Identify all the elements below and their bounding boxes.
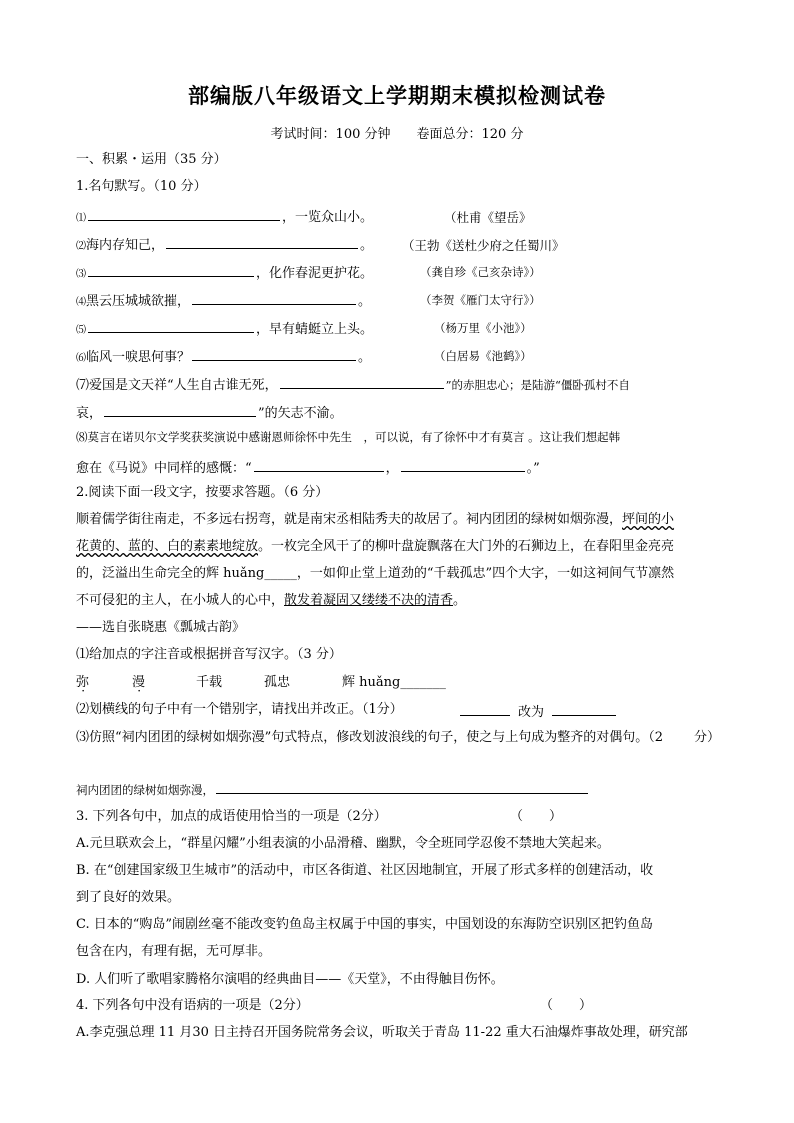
page-title: 部编版八年级语文上学期期末模拟检测试卷 — [188, 83, 606, 108]
q3-heading: 3. 下列各句中，加点的成语使用恰当的一项是（2分） — [76, 809, 387, 824]
q1-item-1 — [76, 208, 373, 224]
answer-blank[interactable] — [88, 264, 254, 277]
answer-blank[interactable] — [401, 459, 525, 472]
q2-sub2-answer — [458, 703, 618, 719]
wavy-text: 坪间的小 — [622, 512, 675, 527]
char-text: 辉 huǎng_______ — [342, 675, 446, 690]
answer-blank[interactable] — [460, 703, 510, 716]
q2-sub3-answer — [76, 781, 590, 797]
q2-heading: 2.阅读下面一段文字，按要求答题。（6 分） — [76, 485, 329, 500]
char-4 — [264, 676, 290, 689]
item-number: ⑵ — [76, 241, 86, 252]
q2-para-line: 的，泛溢出生命完全的辉 huǎng_____，一如仰止堂上道劲的“千载孤忠”四个大字，一如这祠间气节凛然 — [76, 566, 675, 581]
item-number: ⑴ — [76, 213, 86, 224]
q1-item-8: ⑻莫言在诺贝尔文学奖获奖演说中感谢恩师徐怀中先生 ，可以说，有了徐怀中才有莫言 。这让我们想起韩 — [76, 430, 621, 444]
char-1 — [76, 676, 89, 689]
q3-option-b: B. 在“创建国家级卫生城市”的活动中，市区各街道、社区因地制宜，开展了形式多样的创建活动，收 — [76, 863, 654, 878]
q2-para-line — [76, 513, 674, 526]
item-text: ，化作春泥更护花。 — [256, 266, 374, 281]
q3-option-c-cont: 包含在内，有理有据，无可厚非。 — [76, 944, 272, 959]
q2-sub3-score: 分） — [694, 730, 721, 745]
char-5 — [342, 676, 446, 689]
q3-option-a: A.元旦联欢会上，“群星闪耀”小组表演的小品滑稽、幽默，令全班同学忍俊不禁地大笑起来。 — [76, 836, 610, 851]
answer-blank[interactable] — [88, 208, 280, 221]
q1-item-4 — [76, 292, 371, 308]
item-text: ，早有蜻蜓立上头。 — [256, 322, 374, 337]
q2-source: ——选自张晓惠《瓢城古韵》 — [76, 620, 246, 635]
para-text: 不可侵犯的主人，在小城人的心中， — [76, 593, 285, 608]
answer-blank[interactable] — [280, 376, 444, 389]
q4-option-a: A.李克强总理 11 月30 日主持召开国务院常务会议，听取关于青岛 11-22 重大石油爆炸事故处理，研究部 — [76, 1025, 688, 1040]
item-text: 。 — [358, 294, 372, 309]
item-number: ⑸ — [76, 325, 86, 336]
answer-blank[interactable] — [104, 404, 256, 417]
char-text: 孤忠 — [264, 675, 291, 690]
q1-item-2-source: （王勃《送杜少府之任蜀川》 — [402, 238, 565, 253]
q1-item-4-source: （李贺《雁门太守行》） — [420, 293, 541, 307]
para-text: 顺着儒学街往南走，不多远右拐弯，就是南宋丞相陆秀夫的故居了。祠内团团的绿树如烟弥漫， — [76, 512, 623, 527]
answer-blank[interactable] — [88, 320, 254, 333]
para-text: 。一枚完全风干了的柳叶盘旋飘落在大门外的石狮边上，在春阳里金亮亮 — [258, 539, 675, 554]
answer-blank[interactable] — [552, 703, 616, 716]
q1-item-2 — [76, 236, 373, 252]
sub-text: ⑵划横线的句子中有一个错别字，请找出并改正。（1分） — [76, 702, 403, 717]
char-text: 漫 — [132, 675, 146, 690]
q1-item-3 — [76, 264, 373, 280]
section-heading: 一、积累・运用（35 分） — [76, 152, 227, 167]
q3-option-d: D. 人们听了歌唱家腾格尔演唱的经典曲目——《天堂》，不由得触目伤怀。 — [76, 972, 504, 987]
item-text: 。 — [358, 350, 372, 365]
item-text: ”的赤胆忠心；是陆游“僵卧孤村不自 — [445, 378, 630, 392]
item-text: 愈在《马说》中同样的感慨：“ — [76, 461, 252, 476]
char-2 — [132, 676, 145, 689]
char-text: 弥 — [76, 675, 90, 690]
item-number: ⑹ — [76, 353, 86, 364]
answer-blank[interactable] — [254, 459, 384, 472]
q4-heading: 4. 下列各句中没有语病的一项是（2分） — [76, 998, 309, 1013]
item-text-before: 临风一唳思何事？ — [86, 350, 191, 365]
q1-heading: 1.名句默写。（10 分） — [76, 179, 207, 194]
item-text: ⑺爱国是文天祥“人生自古谁无死， — [76, 378, 278, 393]
q3-answer-paren[interactable]: （ ） — [510, 809, 563, 824]
q1-item-7 — [76, 376, 630, 392]
q2-para-line — [76, 594, 466, 607]
q1-item-3-source: （龚自珍《己亥杂诗》） — [420, 265, 541, 279]
underlined-text: 散发着凝固又缕缕不决的清香 — [284, 593, 454, 608]
q1-item-7-cont — [76, 404, 343, 420]
q3-option-b-cont: 到了良好的效果。 — [76, 890, 181, 905]
q1-item-5-source: （杨万里《小池》） — [434, 321, 532, 335]
item-text: ”的矢志不渝。 — [258, 406, 343, 421]
item-text-before: 海内存知己， — [86, 238, 165, 253]
q3-option-c: C. 日本的“购岛”闹剧丝毫不能改变钓鱼岛主权属于中国的事实，中国划设的东海防空识别区把钓鱼岛 — [76, 917, 654, 932]
q1-item-8-cont — [76, 459, 540, 475]
q4-answer-paren[interactable]: （ ） — [540, 998, 593, 1013]
char-text: 千载 — [196, 675, 223, 690]
q1-item-6 — [76, 348, 371, 364]
item-text: ， — [385, 461, 399, 476]
q1-item-5 — [76, 320, 373, 336]
para-text: 。 — [453, 593, 467, 608]
q2-sub1: ⑴给加点的字注音或根据拼音写汉字。（3 分） — [76, 647, 342, 662]
item-text: 哀， — [76, 406, 103, 421]
char-3 — [196, 676, 222, 689]
q2-sub2 — [76, 703, 403, 716]
wavy-text: 花黄的、蓝的、白的素素地绽放 — [76, 539, 259, 554]
answer-blank[interactable] — [216, 781, 588, 794]
q2-sub3: ⑶仿照“祠内团团的绿树如烟弥漫”句式特点，修改划波浪线的句子，使之与上句成为整齐的对偶句。（2 — [76, 730, 664, 745]
sub-text: 祠内团团的绿树如烟弥漫， — [76, 783, 214, 797]
sub-text: 改为 — [518, 705, 545, 720]
exam-info: 考试时间：100 分钟 卷面总分：120 分 — [270, 127, 524, 142]
item-number: ⑶ — [76, 269, 86, 280]
q2-para-line — [76, 540, 674, 553]
item-text-before: 黑云压城城欲摧， — [86, 294, 191, 309]
item-text: 。 — [360, 238, 374, 253]
q1-item-1-source: （杜甫《望岳》 — [444, 210, 532, 225]
answer-blank[interactable] — [166, 236, 358, 249]
answer-blank[interactable] — [192, 292, 356, 305]
item-text: 。” — [526, 461, 540, 476]
item-number: ⑷ — [76, 297, 86, 308]
q1-item-6-source: （白居易《池鹤》） — [434, 349, 532, 363]
answer-blank[interactable] — [192, 348, 356, 361]
item-text: ，一览众山小。 — [282, 210, 374, 225]
